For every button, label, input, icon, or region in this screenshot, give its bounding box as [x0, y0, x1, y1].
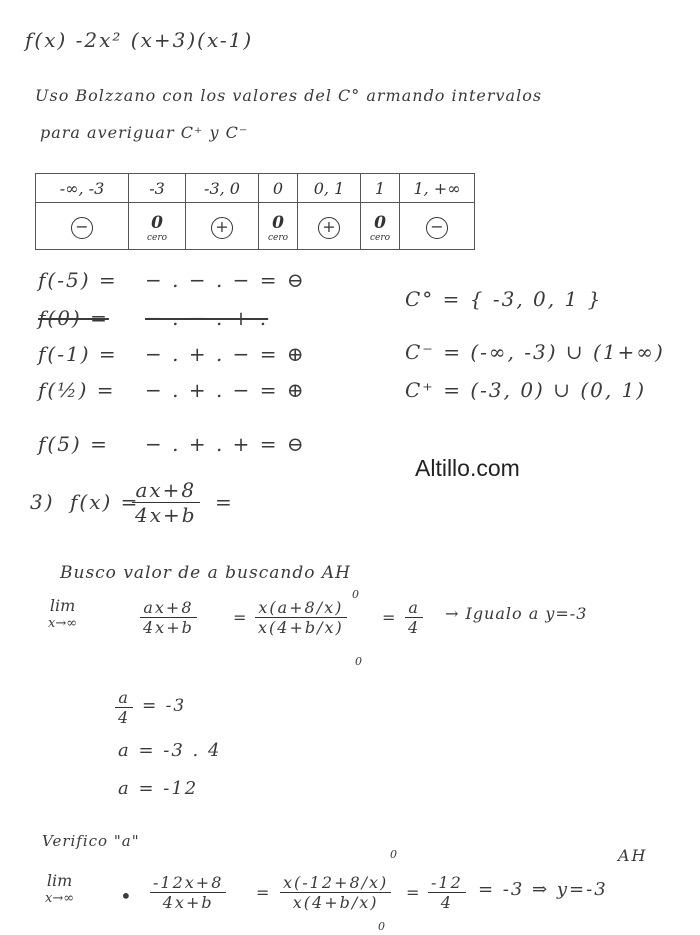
frac-numerator: x(-12+8/x)	[280, 873, 391, 893]
interval-cell: -3	[129, 174, 186, 203]
frac-denominator: 4	[118, 708, 131, 727]
eval-rhs: − . + . + = ⊖	[145, 432, 306, 456]
frac-denominator: 4x+b	[143, 618, 194, 637]
equals-sign: =	[233, 608, 249, 627]
verifico-line: Verifico "a"	[42, 832, 140, 850]
lim-text: lim	[49, 596, 76, 615]
zero-mark: 0	[272, 213, 284, 233]
equals-sign: =	[382, 608, 398, 627]
frac-numerator: -12	[428, 873, 466, 893]
sign-cell	[186, 203, 259, 250]
lim-text: lim	[46, 871, 73, 890]
interval-cell: 1	[361, 174, 400, 203]
frac-denominator: 4x+b	[162, 893, 214, 912]
sign-cell	[36, 203, 129, 250]
equals-sign: =	[406, 883, 422, 902]
limit-step-fraction	[255, 598, 347, 637]
negative-set: C⁻ = (-∞, -3) ∪ (1+∞)	[405, 340, 665, 364]
zero-mark: 0	[151, 213, 163, 233]
zero-annotation: 0	[355, 655, 362, 668]
zero-set: C° = { -3, 0, 1 }	[405, 287, 603, 311]
frac-denominator: 4	[408, 618, 421, 637]
frac-denominator: 4x+b	[135, 503, 197, 527]
frac-numerator: a	[115, 688, 133, 708]
eval-rhs: − . − . − = ⊖	[145, 268, 306, 292]
positive-sign: +	[211, 217, 233, 239]
eval-lhs: f(-1) =	[38, 342, 118, 366]
eq1-fraction	[115, 688, 133, 727]
frac-numerator: a	[405, 598, 423, 618]
eval-lhs-struck: f(0) =	[38, 306, 109, 330]
ver-fraction	[150, 873, 226, 912]
frac-numerator: x(a+8/x)	[255, 598, 347, 618]
eq2: a = -3 . 4	[118, 740, 222, 761]
igualo-text: → Igualo a y=-3	[445, 604, 588, 623]
equals-sign: =	[256, 883, 272, 902]
sign-cell	[400, 203, 475, 250]
positive-set: C⁺ = (-3, 0) ∪ (0, 1)	[405, 378, 647, 402]
zero-annotation: 0	[378, 920, 385, 933]
lim-subscript: x→∞	[45, 891, 75, 906]
interval-cell: -∞, -3	[36, 174, 129, 203]
eval-lhs: f(½) =	[38, 378, 116, 402]
cero-label: cero	[146, 233, 168, 243]
sign-cell	[259, 203, 298, 250]
function-tail: =	[215, 490, 234, 514]
positive-sign: +	[318, 217, 340, 239]
zero-annotation: 0	[352, 588, 359, 601]
eval-rhs-struck: − . − . + .	[145, 306, 269, 330]
sign-cell	[361, 203, 400, 250]
ver-limit-label	[45, 872, 74, 908]
ver-step-fraction	[280, 873, 391, 912]
limit-label	[48, 597, 77, 633]
eq1-rhs: = -3	[142, 696, 187, 716]
frac-denominator: x(4+b/x)	[292, 893, 379, 912]
zero-mark: 0	[374, 213, 386, 233]
interval-cell: 0, 1	[298, 174, 361, 203]
negative-sign: −	[426, 217, 448, 239]
multiply-dot: •	[120, 884, 134, 908]
eval-rhs: − . + . − = ⊕	[145, 378, 306, 402]
frac-numerator: -12x+8	[150, 873, 226, 893]
function-fraction	[132, 478, 200, 527]
interval-cell: 1, +∞	[400, 174, 475, 203]
busco-line: Busco valor de a buscando AH	[60, 563, 351, 583]
intro-line-2: para averiguar C⁺ y C⁻	[40, 123, 249, 142]
frac-numerator: ax+8	[132, 478, 200, 503]
negative-sign: −	[71, 217, 93, 239]
cero-label: cero	[267, 233, 289, 243]
eval-rhs: − . + . − = ⊕	[145, 342, 306, 366]
ah-label: AH	[618, 846, 648, 865]
watermark: Altillo.com	[415, 455, 520, 481]
interval-cell: -3, 0	[186, 174, 259, 203]
sign-table	[35, 173, 475, 250]
eval-lhs: f(5) =	[38, 432, 109, 456]
zero-annotation: 0	[390, 848, 397, 861]
ver-tail: = -3 ⇒ y=-3	[478, 879, 608, 900]
frac-denominator: x(4+b/x)	[258, 618, 344, 637]
interval-cell: 0	[259, 174, 298, 203]
problem-number: 3)	[30, 490, 55, 514]
limit-fraction	[140, 598, 197, 637]
intro-line-1: Uso Bolzzano con los valores del C° armando intervalos	[35, 86, 543, 105]
limit-result	[405, 598, 423, 637]
eq3: a = -12	[118, 778, 199, 799]
lim-subscript: x→∞	[48, 616, 78, 631]
sign-cell	[129, 203, 186, 250]
eval-lhs: f(-5) =	[38, 268, 118, 292]
sign-cell	[298, 203, 361, 250]
frac-numerator: ax+8	[140, 598, 197, 618]
function-definition: f(x) -2x² (x+3)(x-1)	[25, 28, 254, 52]
frac-denominator: 4	[440, 893, 453, 912]
cero-label: cero	[369, 233, 391, 243]
ver-result-fraction	[428, 873, 466, 912]
function-lhs: f(x) =	[70, 490, 140, 514]
